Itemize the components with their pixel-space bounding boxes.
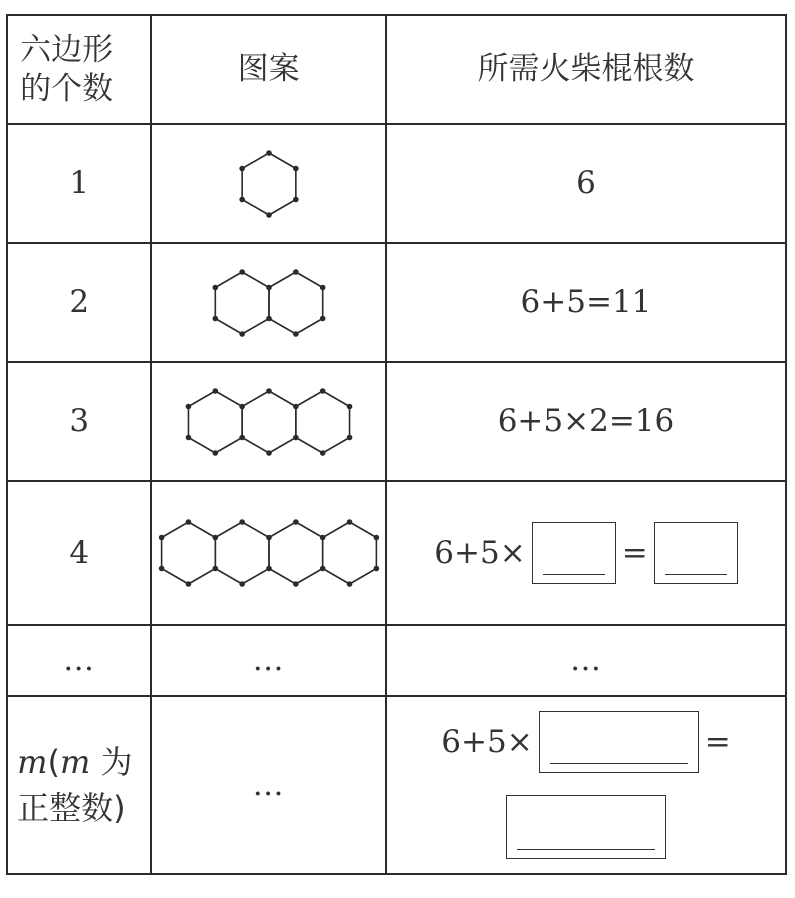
answer-box-multiplier[interactable] bbox=[532, 522, 616, 584]
matchstick-joint bbox=[293, 434, 299, 440]
answer-box-multiplier-general[interactable] bbox=[539, 711, 699, 773]
header-count-label: 六边形的个数 bbox=[20, 31, 114, 107]
matchstick bbox=[296, 318, 323, 334]
header-pattern-label: 图案 bbox=[237, 51, 300, 88]
matchstick-joint bbox=[212, 450, 218, 456]
answer-blank-line bbox=[550, 763, 688, 764]
matchstick bbox=[215, 318, 242, 334]
count-open-paren: ( bbox=[47, 742, 60, 781]
matchstick bbox=[215, 437, 242, 453]
hexagon-chain-icon bbox=[159, 382, 379, 462]
matchstick-table bbox=[6, 14, 787, 875]
equals-sign: = bbox=[704, 723, 731, 760]
matchstick bbox=[215, 569, 242, 585]
table-row bbox=[7, 124, 786, 243]
matchstick bbox=[269, 569, 296, 585]
matchstick-joint bbox=[320, 315, 326, 321]
expression-prefix: 6+5× bbox=[441, 723, 533, 760]
hexagon-chain-icon bbox=[159, 144, 379, 224]
matchstick bbox=[242, 522, 269, 538]
header-matches-label: 所需火柴棍根数 bbox=[477, 51, 695, 88]
matchstick bbox=[269, 272, 296, 288]
pattern-cell bbox=[151, 362, 386, 481]
matchstick-joint bbox=[212, 388, 218, 394]
matchstick-joint bbox=[320, 450, 326, 456]
matchstick-joint bbox=[293, 269, 299, 275]
matchstick bbox=[242, 437, 269, 453]
matchstick bbox=[242, 272, 269, 288]
matchstick-joint bbox=[266, 566, 272, 572]
match-expression-line-2 bbox=[387, 795, 785, 859]
matchstick-joint bbox=[293, 165, 299, 171]
matchstick bbox=[349, 522, 376, 538]
pattern-cell bbox=[151, 124, 386, 243]
matchstick bbox=[296, 391, 323, 407]
variable-m-inner: m bbox=[60, 742, 91, 781]
hexagon-chain-icon bbox=[156, 513, 382, 593]
matchstick bbox=[215, 391, 242, 407]
count-condition-1: 为 bbox=[90, 742, 133, 781]
matchstick-joint bbox=[346, 581, 352, 587]
matchstick-joint bbox=[239, 581, 245, 587]
matchstick bbox=[161, 569, 188, 585]
matchstick-joint bbox=[346, 434, 352, 440]
answer-blank-line bbox=[517, 849, 655, 850]
matchstick bbox=[269, 391, 296, 407]
matchstick bbox=[269, 318, 296, 334]
variable-m: m bbox=[17, 742, 48, 781]
matchstick-joint bbox=[293, 403, 299, 409]
matchstick-joint bbox=[239, 165, 245, 171]
equals-sign: = bbox=[621, 534, 648, 571]
matchstick-joint bbox=[293, 196, 299, 202]
hexagon-count-general bbox=[17, 739, 141, 832]
matchstick-joint bbox=[346, 403, 352, 409]
matchstick bbox=[322, 437, 349, 453]
pattern-ellipsis: … bbox=[151, 696, 386, 874]
matchstick-joint bbox=[320, 388, 326, 394]
matchstick bbox=[161, 522, 188, 538]
matchstick-joint bbox=[239, 269, 245, 275]
hexagon-count: … bbox=[7, 625, 151, 696]
matchstick bbox=[269, 522, 296, 538]
header-matches bbox=[386, 15, 786, 124]
matchstick-joint bbox=[373, 566, 379, 572]
hexagon-count-cell bbox=[7, 696, 151, 874]
matchstick-joint bbox=[266, 535, 272, 541]
matchstick bbox=[296, 522, 323, 538]
match-count: 6 bbox=[386, 124, 786, 243]
matchstick-joint bbox=[185, 403, 191, 409]
table-row bbox=[7, 243, 786, 362]
matchstick bbox=[215, 522, 242, 538]
matchstick-joint bbox=[239, 331, 245, 337]
match-expression-cell bbox=[386, 481, 786, 625]
answer-box-total-general[interactable] bbox=[506, 795, 666, 859]
table-row bbox=[7, 696, 786, 874]
hexagon-count: 3 bbox=[7, 362, 151, 481]
matchstick bbox=[215, 272, 242, 288]
matchstick bbox=[349, 569, 376, 585]
matchstick-joint bbox=[212, 535, 218, 541]
expression-prefix: 6+5× bbox=[434, 534, 526, 571]
matchstick-joint bbox=[158, 566, 164, 572]
matchstick-joint bbox=[239, 434, 245, 440]
table-header-row bbox=[7, 15, 786, 124]
hexagon-count: 4 bbox=[7, 481, 151, 625]
matchstick-joint bbox=[266, 150, 272, 156]
matchstick bbox=[188, 569, 215, 585]
matchstick-joint bbox=[373, 535, 379, 541]
matchstick bbox=[242, 153, 269, 169]
matchstick-joint bbox=[266, 450, 272, 456]
matchstick-joint bbox=[293, 581, 299, 587]
hexagon-chain-icon bbox=[159, 263, 379, 343]
matchstick bbox=[188, 391, 215, 407]
matchstick-joint bbox=[212, 566, 218, 572]
pattern-ellipsis: … bbox=[151, 625, 386, 696]
matchstick-joint bbox=[266, 315, 272, 321]
matchstick bbox=[242, 569, 269, 585]
matchstick-joint bbox=[320, 284, 326, 290]
matchstick-joint bbox=[212, 315, 218, 321]
matchstick-joint bbox=[158, 535, 164, 541]
matchstick bbox=[242, 318, 269, 334]
matchstick bbox=[322, 522, 349, 538]
hexagon-count: 1 bbox=[7, 124, 151, 243]
table-row bbox=[7, 362, 786, 481]
answer-blank-line bbox=[543, 574, 605, 575]
match-expression: 6+5×2=16 bbox=[386, 362, 786, 481]
answer-blank-line bbox=[665, 574, 727, 575]
matchstick bbox=[188, 437, 215, 453]
matchstick-joint bbox=[239, 196, 245, 202]
answer-box-total[interactable] bbox=[654, 522, 738, 584]
matchstick-joint bbox=[239, 403, 245, 409]
matchstick-joint bbox=[266, 388, 272, 394]
match-count: … bbox=[386, 625, 786, 696]
matchstick-joint bbox=[185, 581, 191, 587]
matchstick bbox=[269, 153, 296, 169]
matchstick-joint bbox=[320, 535, 326, 541]
matchstick-joint bbox=[266, 212, 272, 218]
matchstick-joint bbox=[212, 284, 218, 290]
match-expression-cell bbox=[386, 696, 786, 874]
matchstick bbox=[296, 569, 323, 585]
matchstick bbox=[269, 199, 296, 215]
header-pattern bbox=[151, 15, 386, 124]
header-count bbox=[7, 15, 151, 124]
matchstick bbox=[269, 437, 296, 453]
match-expression: 6+5=11 bbox=[386, 243, 786, 362]
matchstick bbox=[322, 569, 349, 585]
matchstick-joint bbox=[185, 519, 191, 525]
matchstick bbox=[296, 272, 323, 288]
matchstick-joint bbox=[185, 434, 191, 440]
pattern-cell bbox=[151, 481, 386, 625]
matchstick bbox=[242, 199, 269, 215]
table-row bbox=[7, 625, 786, 696]
hexagon-count: 2 bbox=[7, 243, 151, 362]
matchstick-joint bbox=[293, 519, 299, 525]
matchstick bbox=[322, 391, 349, 407]
table-row bbox=[7, 481, 786, 625]
matchstick bbox=[188, 522, 215, 538]
matchstick-joint bbox=[346, 519, 352, 525]
matchstick-joint bbox=[293, 331, 299, 337]
match-expression-line-1 bbox=[387, 711, 785, 773]
count-condition-2: 正整数) bbox=[17, 789, 126, 827]
pattern-cell bbox=[151, 243, 386, 362]
matchstick-joint bbox=[320, 566, 326, 572]
matchstick-joint bbox=[239, 519, 245, 525]
matchstick bbox=[242, 391, 269, 407]
matchstick bbox=[296, 437, 323, 453]
match-expression bbox=[387, 522, 785, 584]
matchstick-joint bbox=[266, 284, 272, 290]
